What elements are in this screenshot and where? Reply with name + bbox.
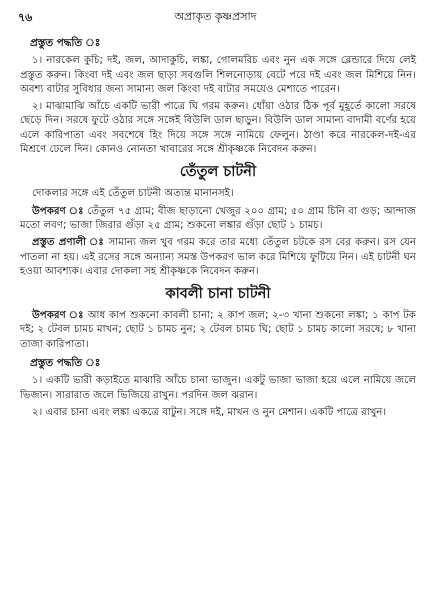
- page-header: [0, 6, 431, 28]
- recipe-title-chickpea-chutney: কাবলী চানা চাটনী: [165, 286, 271, 303]
- page-number: ৭৬: [18, 11, 33, 24]
- method-heading: প্রস্তুত পদ্ধতি ঃ: [30, 357, 101, 370]
- method-step-1: ১। একটি ভারী কড়াইতে মাঝারি আঁচে চানা ভাজুন। একটু ভাজা ভাজা হয়ে এলে নামিয়ে জলে ভিজান। সারারাত জলে ভিজিয়ে রাখুন। পরদিন জল ঝরান।: [20, 375, 416, 401]
- ingredients-text: তেঁতুল ৭৫ গ্রাম; বীজ ছাড়ানো খেজুর ২০০ গ্রাম; ৫০ গ্রাম চিনি বা গুড়; আন্দাজ মতো লবণ; ভাজা জিরার গুঁড়া ২৫ গ্রাম; শুকনো লঙ্কার গুঁড়া ছোট ১ চামচ।: [20, 205, 416, 231]
- recipe-title-tamarind-chutney: তেঁতুল চাটনী: [179, 164, 257, 181]
- ingredients-label: উপকরণ ঃ: [32, 310, 85, 322]
- method-heading: প্রস্তুত পদ্ধতি ঃ: [30, 37, 101, 49]
- method-step-1: ১। নারকেল কুচি; দই, জল, আদাকুচি, লঙ্কা, গোলমরিচ এবং নুন এক সঙ্গে ব্লেন্ডারে দিয়ে লেই প্রস্তুত করুন। কিংবা দই এবং জল ছাড়া সবগুলি শিলনোড়ায় বেটে পরে দই এবং জল মিশিয়ে নিন। অবশ্য বাটার সুবিধার জন্য সামান্য জল কিংবা দই বাটার সময়েও মেশাতে পারেন।: [20, 55, 416, 95]
- recipe-intro: দোকলার সঙ্গে এই তেঁতুল চাটনী অত্যন্ত মানানসই।: [32, 188, 234, 200]
- ingredients-label: উপকরণ ঃ: [32, 205, 84, 217]
- running-title: অপ্রাকৃত কৃষ্ণপ্রসাদ: [174, 10, 257, 23]
- ingredients-paragraph: [20, 309, 416, 352]
- ingredients-text: আধ কাপ শুকনো কাবলী চানা; ২ কাপ জল; ২-৩ খানা শুকনো লঙ্কা; ১ কাপ টক দই; ২ টেবল চামচ মাখন; ছোট ১ চামচ নুন; ২ টেবল চামচ ঘি; ছোট ১ চামচ কালো সরষে; ৮ খানা তাজা কারিপাতা।: [20, 310, 416, 350]
- method-step-2: ২। মাঝামাঝি আঁচে একটি ভারী পাত্রে ঘি গরম করুন। ধোঁয়া ওঠার ঠিক পূর্ব মুহূর্তে কালো সরষে ছেড়ে দিন। সরষে ফুটে ওঠার সঙ্গে সঙ্গেই বিউলি ডাল ছাড়ুন। বিউলি ডাল সামান্য বাদামী বর্ণের হয়ে এলে কারিপাতা এবং সবশেষে হিং দিয়ে সঙ্গে সঙ্গে নামিয়ে ফেলুন। ঠাণ্ডা করে নারকেল-দই-এর মিশ্রণে ঢেলে দিন। কোনও নোনতা খাবারের সঙ্গে শ্রীকৃষ্ণকে নিবেদন করুন।: [20, 101, 416, 156]
- method-step-2: ২। এবার চানা এবং লঙ্কা একত্রে বাটুন। সঙ্গে দই, মাখন ও নুন মেশান। একটি পাত্রে রাখুন।: [32, 406, 387, 418]
- method-paragraph: [20, 236, 416, 279]
- method-text: সামান্য জল খুব গরম করে তার মধ্যে তেঁতুল চটকে রস বের করুন। রস যেন পাতলা না হয়। এই রসের সঙ্গে অন্যান্য সমস্ত উপকরণ ভাল করে মিশিয়ে ফুটিয়ে নিন। এই চাটনী ঘন হওয়া আবশ্যক। এবার দোকলা সহ শ্রীকৃষ্ণকে নিবেদন করুন।: [20, 237, 416, 277]
- ingredients-paragraph: [20, 205, 416, 234]
- page-content: [20, 32, 416, 423]
- method-label: প্রস্তুত প্রণালী ঃ: [32, 237, 105, 249]
